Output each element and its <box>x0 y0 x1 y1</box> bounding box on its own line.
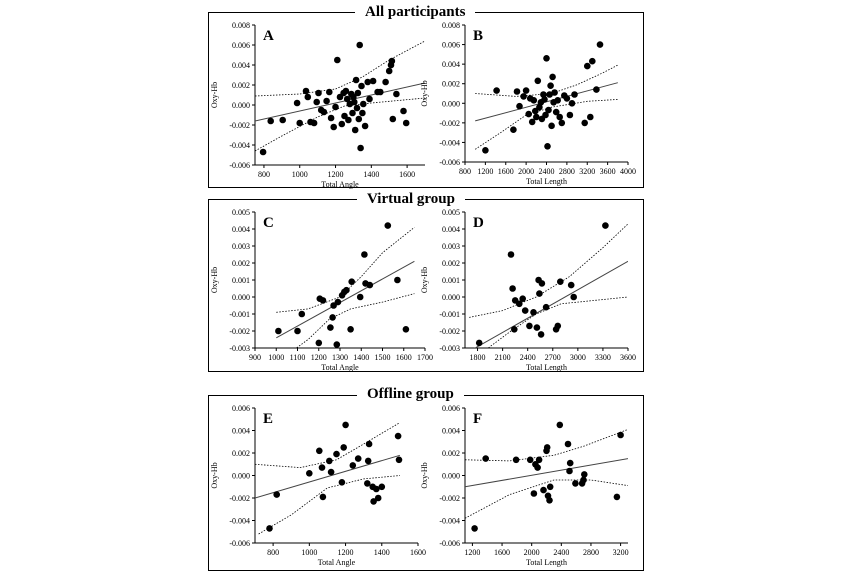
y-tick-label: 0.002 <box>442 79 460 89</box>
x-tick-label: 1600 <box>395 353 412 362</box>
y-tick-label: 0.001 <box>232 276 250 285</box>
y-tick-label: 0.000 <box>442 471 460 481</box>
y-tick-label: -0.006 <box>229 539 250 548</box>
y-tick-label: -0.002 <box>439 118 460 128</box>
group-title-all: All participants <box>355 3 475 21</box>
x-axis-label: Total Length <box>526 177 567 186</box>
x-tick-label: 2700 <box>544 353 561 362</box>
x-tick-label: 2800 <box>558 167 575 176</box>
data-point <box>513 457 520 464</box>
x-tick-label: 2000 <box>518 167 535 176</box>
data-point <box>544 444 551 451</box>
y-tick-label: 0.002 <box>442 259 460 268</box>
data-point <box>617 432 624 439</box>
y-axis-label: Oxy-Hb <box>420 462 429 489</box>
panel-label: D <box>473 215 484 231</box>
x-tick-label: 3200 <box>612 548 629 557</box>
y-tick-label: -0.004 <box>439 516 460 526</box>
y-tick-label: 0.000 <box>442 99 460 109</box>
data-point <box>557 422 564 429</box>
x-tick-label: 1300 <box>332 353 348 362</box>
panel-label: C <box>263 215 274 231</box>
x-tick-label: 1400 <box>363 170 380 179</box>
group-title-offline: Offline group <box>357 385 464 403</box>
x-tick-label: 800 <box>459 167 471 176</box>
y-tick-label: 0.000 <box>442 293 460 302</box>
x-tick-label: 1600 <box>410 548 426 557</box>
y-tick-label: -0.004 <box>229 141 250 150</box>
y-axis-label: Oxy-Hb <box>420 80 429 107</box>
x-tick-label: 1000 <box>268 353 285 362</box>
y-tick-label: -0.001 <box>229 310 250 319</box>
x-tick-label: 3600 <box>599 167 616 176</box>
data-point <box>531 490 538 497</box>
y-tick-label: 0.008 <box>232 21 250 30</box>
y-axis-label: Oxy-Hb <box>210 462 219 489</box>
y-tick-label: 0.006 <box>442 404 460 413</box>
y-tick-label: 0.000 <box>232 101 250 110</box>
x-tick-label: 800 <box>257 170 270 179</box>
data-point <box>547 484 554 491</box>
x-tick-label: 1400 <box>373 548 390 557</box>
data-point <box>546 497 553 504</box>
data-point <box>527 457 534 464</box>
x-axis-label: Total Angle <box>317 558 356 567</box>
x-tick-label: 2100 <box>494 353 511 362</box>
x-tick-label: 1200 <box>310 353 327 362</box>
y-tick-label: 0.004 <box>442 60 460 70</box>
x-tick-label: 3200 <box>579 167 596 176</box>
y-tick-label: 0.004 <box>232 225 250 234</box>
y-tick-label: 0.004 <box>442 225 460 234</box>
y-tick-label: -0.002 <box>229 494 250 503</box>
x-tick-label: 1000 <box>301 548 318 557</box>
y-tick-label: -0.002 <box>439 327 460 336</box>
x-tick-label: 1800 <box>469 353 486 362</box>
data-point <box>565 441 572 448</box>
data-point <box>572 480 579 487</box>
x-tick-label: 1000 <box>291 170 308 179</box>
x-tick-label: 3300 <box>594 353 611 362</box>
x-axis-label: Total Angle <box>321 363 359 372</box>
x-tick-label: 4000 <box>620 167 636 176</box>
y-tick-label: 0.002 <box>232 259 250 268</box>
y-axis-label: Oxy-Hb <box>420 266 429 294</box>
y-tick-label: -0.002 <box>229 121 250 130</box>
y-tick-label: -0.003 <box>229 344 250 353</box>
x-tick-label: 1100 <box>289 353 306 362</box>
x-tick-label: 1200 <box>327 170 344 179</box>
y-tick-label: -0.001 <box>439 310 460 319</box>
x-tick-label: 2000 <box>523 548 540 557</box>
data-point <box>566 468 573 475</box>
panel-label: F <box>473 411 483 427</box>
x-tick-label: 2400 <box>538 167 555 176</box>
x-tick-label: 1600 <box>399 170 416 179</box>
data-point <box>567 460 574 467</box>
y-tick-label: 0.000 <box>232 471 250 481</box>
data-point <box>536 457 543 464</box>
y-tick-label: 0.006 <box>232 404 250 413</box>
y-tick-label: 0.003 <box>232 242 250 251</box>
y-tick-label: 0.001 <box>442 276 460 285</box>
y-axis-label: Oxy-Hb <box>210 81 219 109</box>
data-point <box>534 464 541 471</box>
y-tick-label: 0.004 <box>442 426 460 436</box>
x-axis-label: Total Length <box>526 363 567 372</box>
x-tick-label: 900 <box>249 353 261 362</box>
y-tick-label: -0.003 <box>439 344 460 353</box>
x-tick-label: 3000 <box>569 353 586 362</box>
x-tick-label: 1600 <box>497 167 514 176</box>
y-tick-label: 0.004 <box>232 426 250 436</box>
y-tick-label: -0.004 <box>439 138 460 148</box>
data-point <box>482 455 489 462</box>
x-tick-label: 1200 <box>337 548 354 557</box>
regression-line <box>465 459 628 487</box>
y-tick-label: 0.006 <box>232 41 250 50</box>
data-point <box>540 487 547 494</box>
y-axis-label: Oxy-Hb <box>210 266 219 294</box>
x-tick-label: 1500 <box>374 353 391 362</box>
y-tick-label: -0.002 <box>439 494 460 503</box>
x-tick-label: 1700 <box>417 353 433 362</box>
x-tick-label: 1200 <box>477 167 494 176</box>
y-tick-label: -0.002 <box>229 327 250 336</box>
x-tick-label: 1200 <box>464 548 481 557</box>
y-tick-label: -0.004 <box>229 516 250 526</box>
x-axis-label: Total Length <box>526 558 567 567</box>
y-tick-label: 0.008 <box>442 21 460 30</box>
data-point <box>614 494 621 501</box>
panel-label: B <box>473 28 484 44</box>
y-tick-label: 0.005 <box>232 208 250 217</box>
y-tick-label: 0.006 <box>442 40 460 50</box>
x-tick-label: 2400 <box>553 548 570 557</box>
y-tick-label: -0.006 <box>439 158 460 167</box>
y-tick-label: 0.002 <box>442 449 460 458</box>
panel-label: E <box>263 411 274 427</box>
group-title-virtual: Virtual group <box>357 190 465 208</box>
x-tick-label: 2400 <box>519 353 536 362</box>
x-tick-label: 1400 <box>353 353 370 362</box>
data-point <box>580 477 587 484</box>
y-tick-label: -0.006 <box>439 539 460 548</box>
data-point <box>471 525 478 532</box>
y-tick-label: 0.002 <box>232 81 250 90</box>
y-tick-label: 0.000 <box>232 293 250 302</box>
x-tick-label: 1600 <box>494 548 511 557</box>
y-tick-label: 0.002 <box>232 449 250 458</box>
panel-label: A <box>263 28 274 44</box>
x-axis-label: Total Angle <box>321 180 359 189</box>
y-tick-label: 0.004 <box>232 61 250 70</box>
x-tick-label: 2800 <box>582 548 599 557</box>
x-tick-label: 800 <box>267 548 280 557</box>
y-tick-label: 0.005 <box>442 208 460 217</box>
data-point <box>581 471 588 478</box>
x-tick-label: 3600 <box>620 353 636 362</box>
y-tick-label: -0.006 <box>229 161 250 170</box>
y-tick-label: 0.003 <box>442 242 460 251</box>
